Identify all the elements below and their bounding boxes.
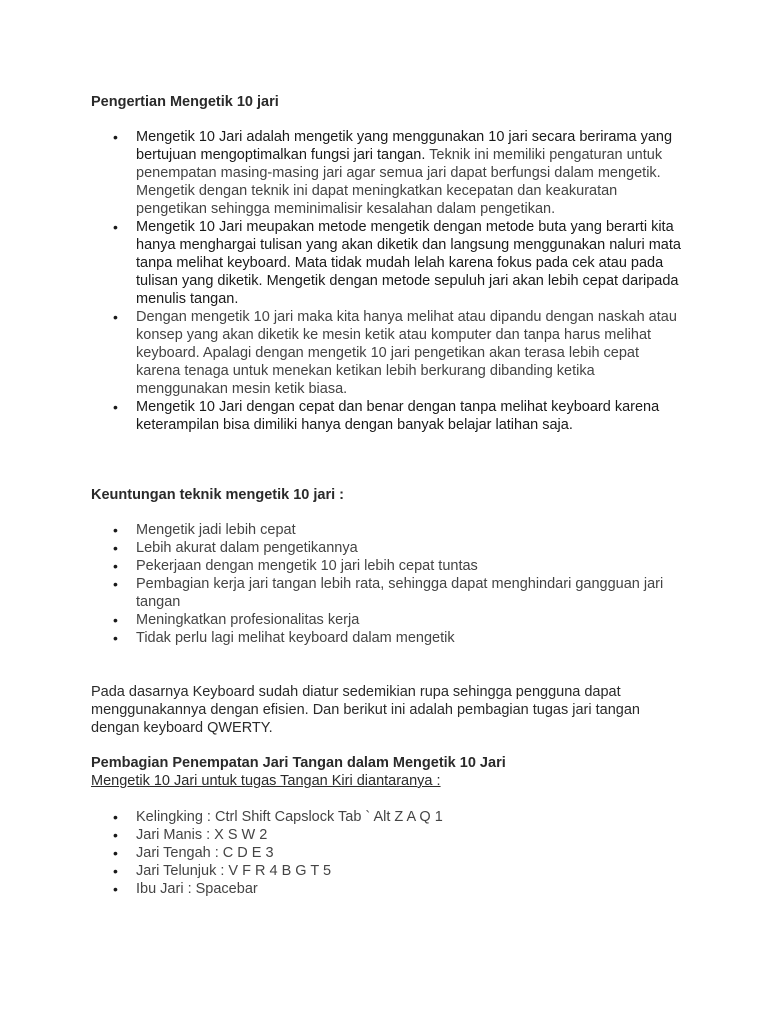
bullet-icon: • bbox=[113, 630, 118, 646]
section-title-pembagian: Pembagian Penempatan Jari Tangan dalam Mengetik 10 Jari bbox=[91, 755, 506, 771]
bullet-icon: • bbox=[113, 827, 118, 843]
list-item-text: Ibu Jari : Spacebar bbox=[136, 881, 258, 897]
list-item-text-soft: Teknik ini memiliki pengaturan untuk penempatan masing-masing jari agar semua jari dapat berfungsi dalam mengetik. Mengetik dengan teknik ini dapat meningkatkan kecepatan dan keakuratan pengetikan sehingga meminimalisir kesalahan dalam pengetikan. bbox=[136, 147, 663, 217]
pengertian-list bbox=[91, 128, 681, 434]
keuntungan-list bbox=[91, 521, 681, 647]
list-item-text: Tidak perlu lagi melihat keyboard dalam mengetik bbox=[136, 630, 455, 646]
bullet-icon: • bbox=[113, 309, 118, 325]
list-item-text: Pekerjaan dengan mengetik 10 jari lebih cepat tuntas bbox=[136, 558, 478, 574]
list-item bbox=[91, 128, 681, 218]
list-item bbox=[91, 844, 681, 862]
intro-paragraph: Pada dasarnya Keyboard sudah diatur sedemikian rupa sehingga pengguna dapat menggunakannya dengan efisien. Dan berikut ini adalah pembagian tugas jari tangan dengan keyboard QWERTY. bbox=[91, 684, 640, 736]
list-item bbox=[91, 575, 681, 611]
list-item-text: Pembagian kerja jari tangan lebih rata, sehingga dapat menghindari gangguan jari tangan bbox=[136, 576, 664, 610]
bullet-icon: • bbox=[113, 863, 118, 879]
list-item bbox=[91, 521, 681, 539]
bullet-icon: • bbox=[113, 558, 118, 574]
list-item-text: Mengetik 10 Jari dengan cepat dan benar dengan tanpa melihat keyboard karena keterampilan bisa dimiliki hanya dengan banyak belajar latihan saja. bbox=[136, 399, 660, 433]
list-item-text: Meningkatkan profesionalitas kerja bbox=[136, 612, 360, 628]
list-item bbox=[91, 218, 681, 308]
list-item-text: Jari Tengah : C D E 3 bbox=[136, 845, 274, 861]
list-item-text: Jari Manis : X S W 2 bbox=[136, 827, 268, 843]
list-item bbox=[91, 611, 681, 629]
bullet-icon: • bbox=[113, 809, 118, 825]
list-item-text: Mengetik 10 Jari adalah mengetik yang menggunakan 10 jari secara berirama yang bertujuan mengoptimalkan fungsi jari tangan. bbox=[136, 129, 673, 163]
bullet-icon: • bbox=[113, 612, 118, 628]
list-item bbox=[91, 308, 681, 398]
tangan-kiri-list bbox=[91, 808, 681, 898]
list-item-text: Mengetik 10 Jari meupakan metode mengetik dengan metode buta yang berarti kita hanya menghargai tulisan yang akan diketik dan langsung menggunakan naluri mata tanpa melihat keyboard. Mata tidak mudah lelah karena fokus pada cek atau pada tulisan yang diketik. Mengetik dengan metode sepuluh jari akan lebih cepat daripada menulis tangan. bbox=[136, 219, 681, 307]
bullet-icon: • bbox=[113, 576, 118, 592]
list-item bbox=[91, 398, 681, 434]
list-item bbox=[91, 808, 681, 826]
list-item bbox=[91, 539, 681, 557]
list-item bbox=[91, 862, 681, 880]
section-subtitle-tangan-kiri: Mengetik 10 Jari untuk tugas Tangan Kiri diantaranya : bbox=[91, 773, 441, 789]
bullet-icon: • bbox=[113, 522, 118, 538]
bullet-icon: • bbox=[113, 540, 118, 556]
bullet-icon: • bbox=[113, 399, 118, 415]
section-title-keuntungan: Keuntungan teknik mengetik 10 jari : bbox=[91, 487, 344, 503]
list-item bbox=[91, 629, 681, 647]
bullet-icon: • bbox=[113, 219, 118, 235]
list-item bbox=[91, 826, 681, 844]
list-item-text: Kelingking : Ctrl Shift Capslock Tab ` Alt Z A Q 1 bbox=[136, 809, 443, 825]
list-item-text: Lebih akurat dalam pengetikannya bbox=[136, 540, 358, 556]
bullet-icon: • bbox=[113, 129, 118, 145]
list-item-text-soft: Dengan mengetik 10 jari maka kita hanya melihat atau dipandu dengan naskah atau konsep yang akan diketik ke mesin ketik atau komputer dan tanpa harus melihat keyboard. Apalagi dengan mengetik 10 jari pengetikan akan terasa lebih cepat karena tenaga untuk menekan ketikan lebih berkurang dibanding ketika menggunakan mesin ketik biasa. bbox=[136, 309, 677, 397]
list-item bbox=[91, 557, 681, 575]
list-item bbox=[91, 880, 681, 898]
list-item-text: Jari Telunjuk : V F R 4 B G T 5 bbox=[136, 863, 332, 879]
list-item-text: Mengetik jadi lebih cepat bbox=[136, 522, 296, 538]
section-title-pengertian: Pengertian Mengetik 10 jari bbox=[91, 94, 279, 110]
bullet-icon: • bbox=[113, 881, 118, 897]
bullet-icon: • bbox=[113, 845, 118, 861]
